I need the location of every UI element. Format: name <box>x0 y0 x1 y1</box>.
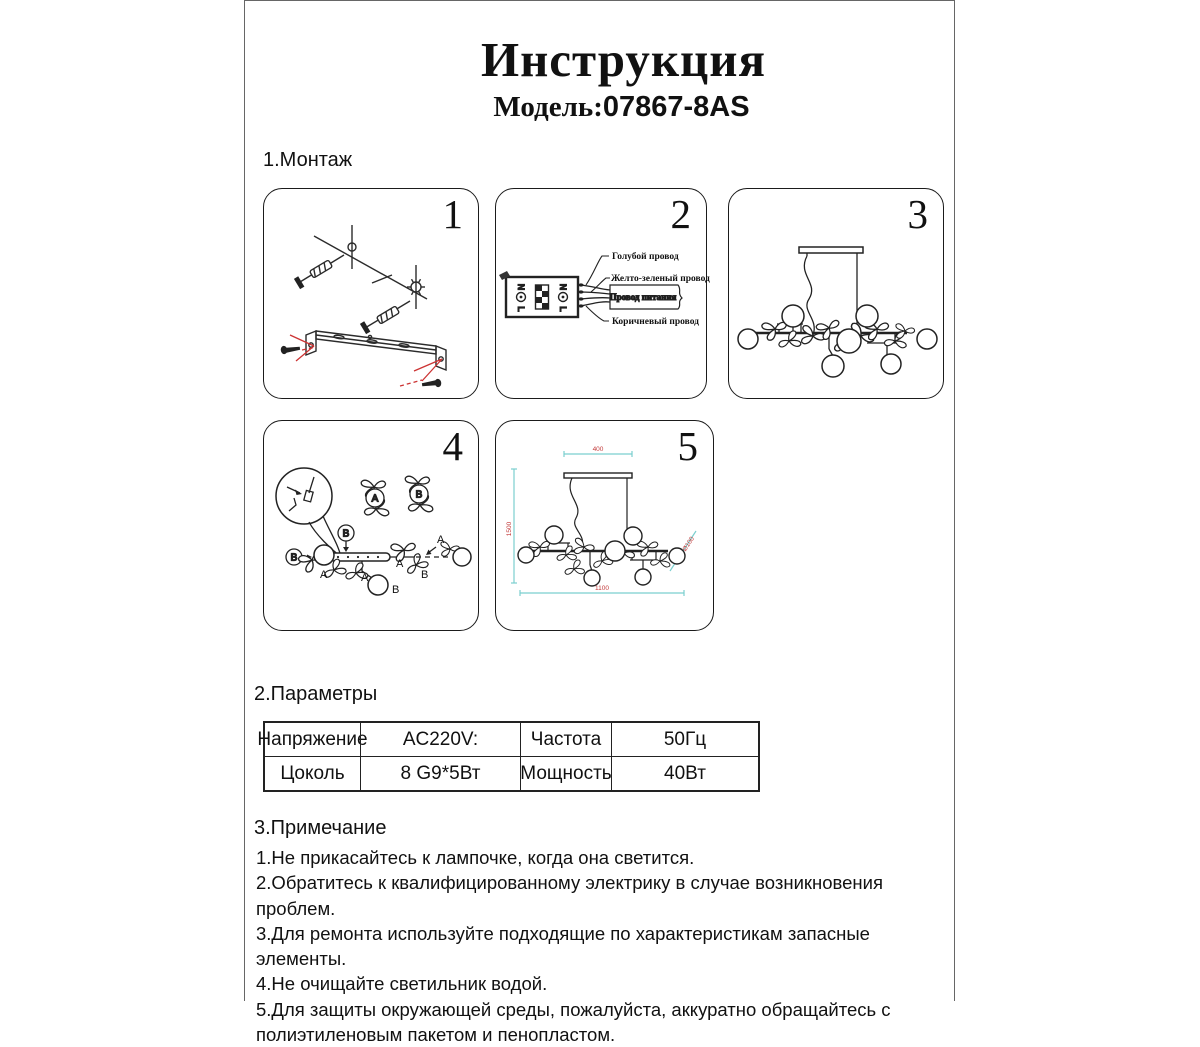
panel-number: 1 <box>442 191 463 237</box>
document-page <box>244 0 955 1046</box>
yellow-green-wire-label: Желто-зеленый провод <box>611 274 710 284</box>
label-a: A <box>437 534 445 546</box>
callout-b: B <box>342 528 350 540</box>
label-b: B <box>392 584 400 596</box>
parameters-table <box>257 721 760 792</box>
label-a: A <box>361 572 369 584</box>
terminal-n-right: N <box>558 283 568 291</box>
bracket-screws <box>280 344 442 390</box>
note-item: 4.Не очищайте светильник водой. <box>256 973 548 995</box>
note-item: 3.Для ремонта используйте подходящие по характеристикам запасные элементы. <box>256 922 870 970</box>
panel-number: 4 <box>442 423 463 469</box>
table-cell: Цоколь <box>265 756 360 790</box>
label-a: A <box>320 569 328 581</box>
terminal-l-left: L <box>516 306 526 312</box>
part-b-letter: B <box>415 489 423 501</box>
model-number: 07867-8AS <box>602 91 750 123</box>
panel-1-mounting <box>263 188 479 399</box>
panel-2-wiring <box>495 188 710 399</box>
notes-list <box>256 845 953 1047</box>
table-cell: Частота <box>520 723 611 756</box>
section-montage-heading: 1.Монтаж <box>263 149 353 171</box>
model-line <box>267 91 976 124</box>
model-label: Модель: <box>493 91 603 123</box>
note-item: 2.Обратитесь к квалифицированному электрику в случае возникновения проблем. <box>256 872 883 919</box>
terminal-n-left: N <box>516 283 526 291</box>
dim-400: 400 <box>592 446 604 453</box>
table-cell: Мощность <box>520 756 611 790</box>
panel-number: 3 <box>907 191 928 237</box>
note-item: 5.Для защиты окружающей среды, пожалуйста, аккуратно обращайтесь с полиэтиленовым пакетом и пенопластом. <box>256 998 891 1046</box>
section-parameters-heading: 2.Параметры <box>254 683 378 705</box>
mount-pin <box>499 271 510 280</box>
table-cell: 40Вт <box>611 756 758 790</box>
red-insertion-marks <box>290 335 442 386</box>
dim-diameter-100: Ø100 <box>681 535 697 553</box>
terminal-l-right: L <box>558 306 568 312</box>
table-cell: Напряжение <box>257 728 368 750</box>
callout-b-left: B <box>290 552 298 564</box>
blue-wire-label: Голубой провод <box>612 252 679 262</box>
dim-1500: 1500 <box>506 521 513 537</box>
detail-bubble <box>276 468 332 524</box>
part-b <box>405 471 434 517</box>
panel-4-parts-assembly <box>263 420 479 631</box>
panel-number: 2 <box>670 191 691 237</box>
power-cord-label: Провод питания <box>609 292 677 302</box>
note-item: 1.Не прикасайтесь к лампочке, когда она светится. <box>256 847 695 868</box>
page-title: Инструкция <box>480 32 767 87</box>
label-b: B <box>421 569 429 581</box>
table-cell: AC220V: <box>360 723 520 756</box>
table-cell: 50Гц <box>611 723 758 756</box>
dim-1100: 1100 <box>595 585 609 592</box>
section-notes-heading: 3.Примечание <box>254 817 387 839</box>
panel-number: 5 <box>677 423 698 469</box>
table-cell: 8 G9*5Вт <box>360 756 520 790</box>
part-a <box>361 475 390 521</box>
panel-5-dimensions <box>495 420 714 631</box>
part-a-letter: A <box>371 493 379 505</box>
label-a: A <box>396 558 404 570</box>
brown-wire-label: Коричневый провод <box>612 317 699 327</box>
panel-3-assembled <box>728 188 944 399</box>
